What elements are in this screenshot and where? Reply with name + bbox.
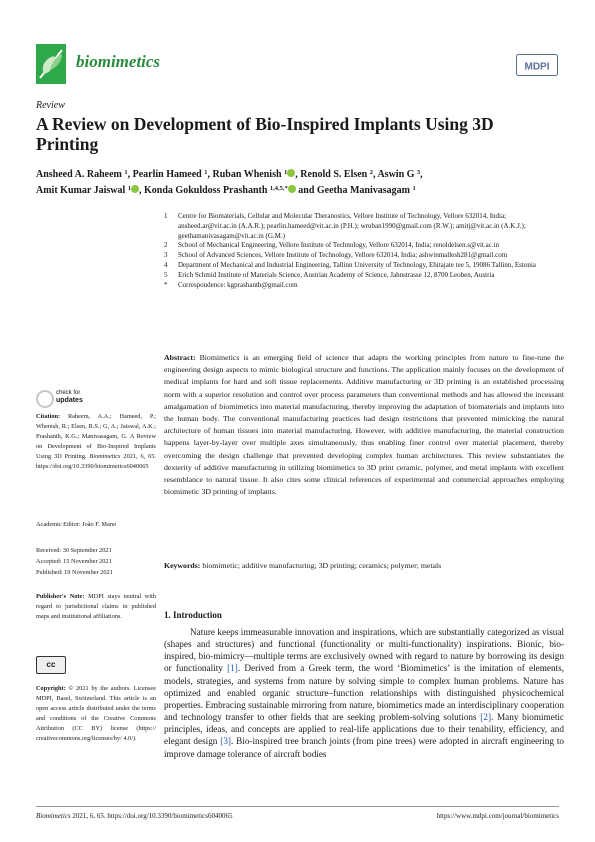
affiliation: 4 Department of Mechanical and Industrial Engineering, Tallinn University of Technology, Ehitajate tee 5, 19086 Tallinn, Estonia [164,260,536,269]
keywords [164,560,564,572]
introduction-body: Nature keeps immeasurable innovation and inspirations, which are substantially categorized as visual (shapes and structures) and functional (functionality or multi-functionality) inspirations. Bionic, bio-inspired, bio-mimicry—multiple terms are exclusively owned with regard to nature by borrowing its design or functionality [1]. Derived from a Greek term, the word ‘Biomimetics’ is the imitation of elements, models, strategies, and systems from nature by solving simple to complex human problems. Nature has optimized and enabled organic structure–function relationships with distinguished physicochemical properties. Embracing sustainable mirroring from nature, biomimetics made an interdisciplinary cooperation and technology transfer to other fields that are seeking problem-solving solutions [2]. Many biomimetic principles, ideas, and concepts are applied to real-life applications due to their tenability, efficiency, and elegant design [3]. Bio-inspired tree branch joints (from pine trees) were adopted in aircraft engineering to improve damage tolerance of aircraft bodies [164,627,564,759]
article-type: Review [36,100,65,111]
check-for-updates-label[interactable]: check for updates [56,390,83,404]
citation-link[interactable]: [2] [480,712,492,723]
footer-journal-link[interactable]: https://www.mdpi.com/journal/biomimetics [436,812,559,820]
author: Renold S. Elsen [300,169,368,180]
orcid-icon[interactable] [131,185,139,193]
orcid-icon[interactable] [287,169,295,177]
correspondence: * Correspondence: kgprashanth@gmail.com [164,280,298,289]
affiliation: 2 School of Mechanical Engineering, Vellore Institute of Technology, Vellore 632014, India; renoldelsen.s@vit.ac.in [164,241,500,250]
affiliation: 3 School of Advanced Sciences, Vellore Institute of Technology, Vellore 632014, India; ashwinmallesh281@gmail.com [164,251,508,260]
mdpi-logo-text: MDPI [524,61,550,73]
citation-link[interactable]: [1] [227,663,238,674]
affiliation: 5 Erich Schmid Institute of Materials Science, Austrian Academy of Science, Jahnstrasse 12, 8700 Leoben, Austria [164,270,495,279]
abstract-text: Biomimetics is an emerging field of science that adapts the working principles from nature to fine-tune the engineering design aspects to mimic biological structure and functions. The application mainly focuses on the development of medical implants for hard and soft tissue replacements. Additive manufacturing or 3D printing is an established processing norm with a superior resolution and control over process parameters than conventional methods and has allowed the incessant amalgamation of biomimetics into material manufacturing, thereby improving the adaptation of biomaterials and implants into the human body. The conventional manufacturing practices had design restrictions that prevented mimicking the natural architecture of human tissues into material manufacturing. However, with additive manufacturing, the material construction happens layer-by-layer over multiple axes simultaneously, thus enabling finer control over material placement, thereby overcoming the design challenge that prevented developing complex human architectures. This review substantiates the dexterity of additive manufacturing in utilizing biomimetics to 3D print ceramic, polymer, and metal implants with excellent resemblance to natural tissue. It also cites some clinical references of experimental and commercial approaches employing biomimetic 3D printing of implants. [164,353,564,497]
author: Ruban Whenish [212,169,282,180]
author: Ansheed A. Raheem [36,169,122,180]
journal-logo-icon [36,44,66,84]
keywords-text: biomimetic; additive manufacturing; 3D printing; ceramics; polymer; metals [202,561,442,570]
citation-block: Citation: Raheem, A.A.; Hameed, P.; Whenish, R.; Elsen, R.S.; G, A.; Jaiswal, A.K.; Prashanth, K.G.; Manivasagam, G. A Review on Development of Bio-Inspired Implants Using 3D Printing. Biomimetics 2021, 6, 65. https://doi.org/10.3390/biomimetics6040065 [36,413,157,470]
author: Pearlin Hameed [132,169,202,180]
accepted-date: Accepted: 15 November 2021 [36,558,112,565]
footer-citation: Biomimetics 2021, 6, 65. https://doi.org/10.3390/biomimetics6040065 [36,812,233,820]
affiliation: 1 Centre for Biomaterials, Cellular and Molecular Theranostics, Vellore Institute of Technology, Vellore 632014, India; ansheed.ar@vit.ac.in (A.A.R.); pearlin.hameed@vit.ac.in (P.H.); wruban1990@gmail.com (R.W.); amitj@vit.ac.in (A.K.J.); geethamanivasagam@vit.ac.in (G.M.) [164,212,526,240]
abstract-label: Abstract: [164,353,196,362]
footer-divider [36,806,559,807]
cc-license-icon[interactable]: cc [36,656,66,674]
affiliation-list [164,212,564,290]
keywords-label: Keywords: [164,561,201,570]
journal-name[interactable]: biomimetics [76,52,161,71]
orcid-icon[interactable] [288,185,296,193]
author: Geetha Manivasagam [316,185,410,196]
mdpi-logo-icon [516,54,558,76]
author: Aswin G [377,169,415,180]
section-heading: 1. Introduction [164,610,222,620]
academic-editor: Academic Editor: João F. Mano [36,521,117,528]
author: Amit Kumar Jaiswal [36,185,126,196]
author: Konda Gokuldoss Prashanth [144,185,268,196]
copyright-notice: Copyright: © 2021 by the authors. Licensee MDPI, Basel, Switzerland. This article is an open access article distributed under the terms and conditions of the Creative Commons Attribution (CC BY) license (https:// creativecommons.org/licenses/by/ 4.0/). [36,685,156,742]
published-date: Published: 19 November 2021 [36,569,113,576]
publisher-note: Publisher's Note: MDPI stays neutral with regard to jurisdictional claims in published maps and institutional affiliations. [36,593,156,620]
article-title: A Review on Development of Bio-Inspired Implants Using 3D Printing [36,114,494,154]
abstract [164,352,564,498]
check-for-updates-icon[interactable] [36,390,54,408]
citation-link[interactable]: [3] [220,736,231,747]
author-list: Ansheed A. Raheem $^1$, Pearlin Hameed $^1$, Ruban Whenish $^1$ , Renold S. Elsen $^2$, Aswin G $^3$, Amit Kumar Jaiswal $^1$ , Konda Gokuldoss Prashanth $^{1,4,5,*}$ and Geetha Manivasagam $^1$ [36,169,423,196]
citation-doi-link[interactable]: 2021, 6, 65. https://doi.org/10.3390/biomimetics6040065 [36,453,157,470]
citation-label: Citation: [36,413,61,420]
page-footer [36,812,559,820]
received-date: Received: 30 September 2021 [36,547,112,554]
